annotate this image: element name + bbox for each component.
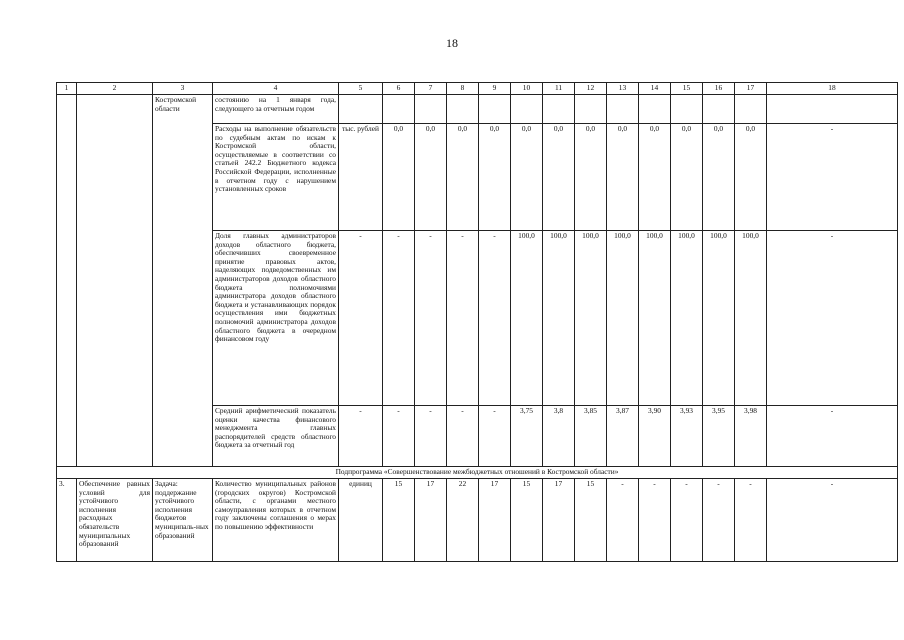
- cell-value: 0,0: [383, 124, 415, 231]
- cell-value: -: [671, 479, 703, 562]
- cell-value: [639, 95, 671, 124]
- cell-value: 3,90: [639, 406, 671, 467]
- cell-indicator: Средний арифметический показатель оценки качества финансового менеджмента главных распорядителей средств областного бюджета за отчетный год: [213, 406, 339, 467]
- indicators-table: [56, 82, 898, 562]
- cell-value: 100,0: [703, 231, 735, 406]
- header-cell: 11: [543, 83, 575, 95]
- header-cell: 16: [703, 83, 735, 95]
- cell-value: 0,0: [575, 124, 607, 231]
- cell-value: -: [415, 406, 447, 467]
- cell-value: 100,0: [735, 231, 767, 406]
- cell-value: -: [735, 479, 767, 562]
- cell-value: [575, 95, 607, 124]
- header-cell: 12: [575, 83, 607, 95]
- cell-value: 15: [383, 479, 415, 562]
- header-cell: 15: [671, 83, 703, 95]
- cell-indicator: состоянию на 1 января года, следующего за отчетным годом: [213, 95, 339, 124]
- cell-value: -: [639, 479, 671, 562]
- cell-value: -: [607, 479, 639, 562]
- cell-value: 3,75: [511, 406, 543, 467]
- cell-value: 0,0: [511, 124, 543, 231]
- cell-value: 3,87: [607, 406, 639, 467]
- header-cell: 13: [607, 83, 639, 95]
- cell-value: 17: [415, 479, 447, 562]
- header-cell: 17: [735, 83, 767, 95]
- cell-note: -: [767, 406, 898, 467]
- cell-value: 0,0: [735, 124, 767, 231]
- cell-number: [57, 95, 77, 467]
- cell-unit: -: [339, 231, 383, 406]
- cell-task: Задача: поддержание устойчивого исполнения бюджетов муниципаль-ных образований: [153, 479, 213, 562]
- cell-value: 3,8: [543, 406, 575, 467]
- cell-value: 17: [543, 479, 575, 562]
- header-cell: 14: [639, 83, 671, 95]
- cell-value: [511, 95, 543, 124]
- cell-value: 0,0: [703, 124, 735, 231]
- cell-value: 3,95: [703, 406, 735, 467]
- cell-goal: Обеспечение равных условий для устойчивого исполнения расходных обязательств муниципальных образований: [77, 479, 153, 562]
- cell-value: [383, 95, 415, 124]
- cell-value: [671, 95, 703, 124]
- cell-value: 3,98: [735, 406, 767, 467]
- cell-unit: единиц: [339, 479, 383, 562]
- cell-value: -: [703, 479, 735, 562]
- table-row: [57, 479, 898, 562]
- cell-value: 3,93: [671, 406, 703, 467]
- cell-value: 100,0: [671, 231, 703, 406]
- cell-note: -: [767, 231, 898, 406]
- cell-value: [543, 95, 575, 124]
- page-number: 18: [446, 36, 458, 50]
- subprogram-title: Подпрограмма «Совершенствование межбюджетных отношений в Костромской области»: [57, 467, 898, 479]
- header-cell: 5: [339, 83, 383, 95]
- header-cell: 3: [153, 83, 213, 95]
- header-cell: 8: [447, 83, 479, 95]
- header-cell: 4: [213, 83, 339, 95]
- cell-value: -: [383, 231, 415, 406]
- cell-unit: тыс. рублей: [339, 124, 383, 231]
- cell-value: 0,0: [671, 124, 703, 231]
- cell-value: -: [415, 231, 447, 406]
- cell-value: 17: [479, 479, 511, 562]
- cell-indicator: Доля главных администраторов доходов областного бюджета, обеспечивших своевременное принятие правовых актов, наделяющих подведомственных им администраторов доходов областного бюджета полномочиями администратора доходов областного бюджета и устанавливающих порядок осуществления ими бюджетных полномочий администратора доходов областного бюджета в очередном финансовом году: [213, 231, 339, 406]
- cell-value: 100,0: [543, 231, 575, 406]
- cell-value: 0,0: [543, 124, 575, 231]
- header-cell: 10: [511, 83, 543, 95]
- cell-note: -: [767, 479, 898, 562]
- cell-value: 15: [511, 479, 543, 562]
- cell-value: 100,0: [575, 231, 607, 406]
- header-cell: 7: [415, 83, 447, 95]
- cell-value: -: [447, 231, 479, 406]
- cell-goal: [77, 95, 153, 467]
- cell-value: [735, 95, 767, 124]
- cell-value: 0,0: [415, 124, 447, 231]
- header-cell: 2: [77, 83, 153, 95]
- cell-note: -: [767, 124, 898, 231]
- cell-unit: [339, 95, 383, 124]
- cell-value: -: [479, 231, 511, 406]
- cell-unit: -: [339, 406, 383, 467]
- cell-value: 100,0: [511, 231, 543, 406]
- cell-value: -: [383, 406, 415, 467]
- cell-number: 3.: [57, 479, 77, 562]
- cell-task: Костромской области: [153, 95, 213, 467]
- cell-value: 0,0: [607, 124, 639, 231]
- cell-indicator: Расходы на выполнение обязательств по судебным актам по искам к Костромской области, осуществляемые в соответствии со статьей 242.2 Бюджетного кодекса Российской Федерации, исполненные в отчетном году с нарушением установленных сроков: [213, 124, 339, 231]
- cell-value: [415, 95, 447, 124]
- cell-value: 100,0: [607, 231, 639, 406]
- cell-value: 3,85: [575, 406, 607, 467]
- cell-value: 0,0: [447, 124, 479, 231]
- cell-value: [607, 95, 639, 124]
- cell-value: [479, 95, 511, 124]
- cell-value: -: [479, 406, 511, 467]
- header-row: [57, 83, 898, 95]
- header-cell: 9: [479, 83, 511, 95]
- header-cell: 6: [383, 83, 415, 95]
- cell-note: [767, 95, 898, 124]
- cell-value: 15: [575, 479, 607, 562]
- cell-value: 100,0: [639, 231, 671, 406]
- cell-value: -: [447, 406, 479, 467]
- header-cell: 18: [767, 83, 898, 95]
- cell-value: 0,0: [479, 124, 511, 231]
- header-cell: 1: [57, 83, 77, 95]
- cell-value: 22: [447, 479, 479, 562]
- cell-value: [703, 95, 735, 124]
- table-row: [57, 95, 898, 124]
- cell-value: [447, 95, 479, 124]
- cell-value: 0,0: [639, 124, 671, 231]
- subprogram-row: [57, 467, 898, 479]
- cell-indicator: Количество муниципальных районов (городских округов) Костромской области, с органами местного самоуправления которых в отчетном году заключены соглашения о мерах по повышению эффективности: [213, 479, 339, 562]
